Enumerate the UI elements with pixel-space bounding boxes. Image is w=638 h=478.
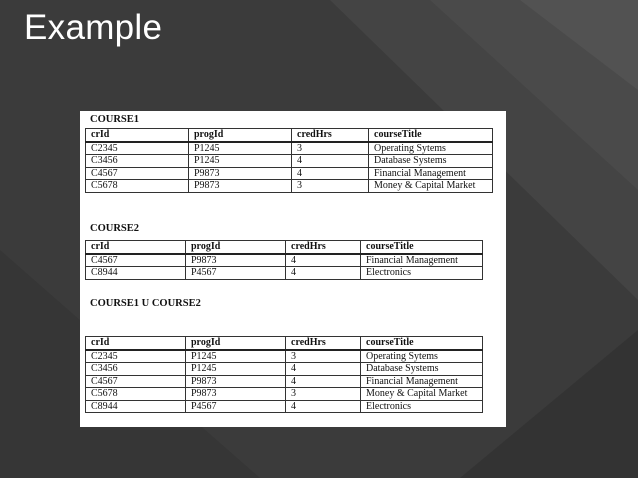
table-cell: C4567 (86, 167, 189, 180)
table-cell: Financial Management (361, 254, 483, 267)
table-cell: Database Systems (369, 155, 493, 168)
table-cell: 4 (286, 254, 361, 267)
table-cell: C5678 (86, 388, 186, 401)
table-header-row (86, 129, 493, 142)
table-row (86, 142, 493, 155)
table-cell: 3 (292, 142, 369, 155)
table-cell: C8944 (86, 267, 186, 280)
header-crId: crId (86, 129, 189, 142)
course2-title: COURSE2 (90, 223, 140, 234)
table-row (86, 267, 483, 280)
table-row (86, 388, 483, 401)
table-cell: 4 (292, 155, 369, 168)
table-cell: Financial Management (369, 167, 493, 180)
table-row (86, 375, 483, 388)
table-cell: 4 (286, 363, 361, 376)
table-cell: 3 (292, 180, 369, 193)
table-cell: 4 (286, 375, 361, 388)
table-cell: P9873 (186, 388, 286, 401)
header-progId: progId (186, 337, 286, 350)
table-row (86, 167, 493, 180)
union-title: COURSE1 U COURSE2 (90, 298, 201, 309)
table-cell: C3456 (86, 155, 189, 168)
table-cell: Financial Management (361, 375, 483, 388)
table-cell: P1245 (189, 142, 292, 155)
table-cell: C4567 (86, 254, 186, 267)
table-cell: Database Systems (361, 363, 483, 376)
table-cell: Electronics (361, 400, 483, 413)
header-courseTitle: courseTitle (361, 241, 483, 254)
table-row (86, 254, 483, 267)
table-row (86, 180, 493, 193)
header-crId: crId (86, 241, 186, 254)
table-cell: 4 (292, 167, 369, 180)
table-header-row (86, 241, 483, 254)
slide-title: Example (24, 8, 163, 47)
table-cell: Money & Capital Market (361, 388, 483, 401)
course1-title: COURSE1 (90, 114, 140, 125)
table-cell: P9873 (186, 254, 286, 267)
table-cell: C8944 (86, 400, 186, 413)
course1-table (85, 128, 493, 193)
table-row (86, 350, 483, 363)
header-crId: crId (86, 337, 186, 350)
header-progId: progId (189, 129, 292, 142)
table-cell: C5678 (86, 180, 189, 193)
table-cell: P9873 (189, 180, 292, 193)
table-cell: P4567 (186, 400, 286, 413)
table-cell: C3456 (86, 363, 186, 376)
course2-table (85, 240, 483, 280)
header-progId: progId (186, 241, 286, 254)
table-cell: C2345 (86, 350, 186, 363)
table-row (86, 363, 483, 376)
table-cell: P1245 (189, 155, 292, 168)
table-cell: 4 (286, 400, 361, 413)
table-cell: P1245 (186, 350, 286, 363)
table-cell: P1245 (186, 363, 286, 376)
header-courseTitle: courseTitle (361, 337, 483, 350)
table-image-panel (80, 111, 506, 427)
table-cell: Operating Sytems (369, 142, 493, 155)
header-credHrs: credHrs (292, 129, 369, 142)
table-cell: Money & Capital Market (369, 180, 493, 193)
table-cell: P9873 (189, 167, 292, 180)
header-credHrs: credHrs (286, 337, 361, 350)
table-cell: 3 (286, 350, 361, 363)
table-row (86, 155, 493, 168)
table-cell: C4567 (86, 375, 186, 388)
table-cell: Electronics (361, 267, 483, 280)
table-cell: 4 (286, 267, 361, 280)
table-cell: Operating Sytems (361, 350, 483, 363)
table-cell: P9873 (186, 375, 286, 388)
table-cell: 3 (286, 388, 361, 401)
header-credHrs: credHrs (286, 241, 361, 254)
header-courseTitle: courseTitle (369, 129, 493, 142)
table-row (86, 400, 483, 413)
table-cell: C2345 (86, 142, 189, 155)
union-table (85, 336, 483, 413)
table-cell: P4567 (186, 267, 286, 280)
table-header-row (86, 337, 483, 350)
